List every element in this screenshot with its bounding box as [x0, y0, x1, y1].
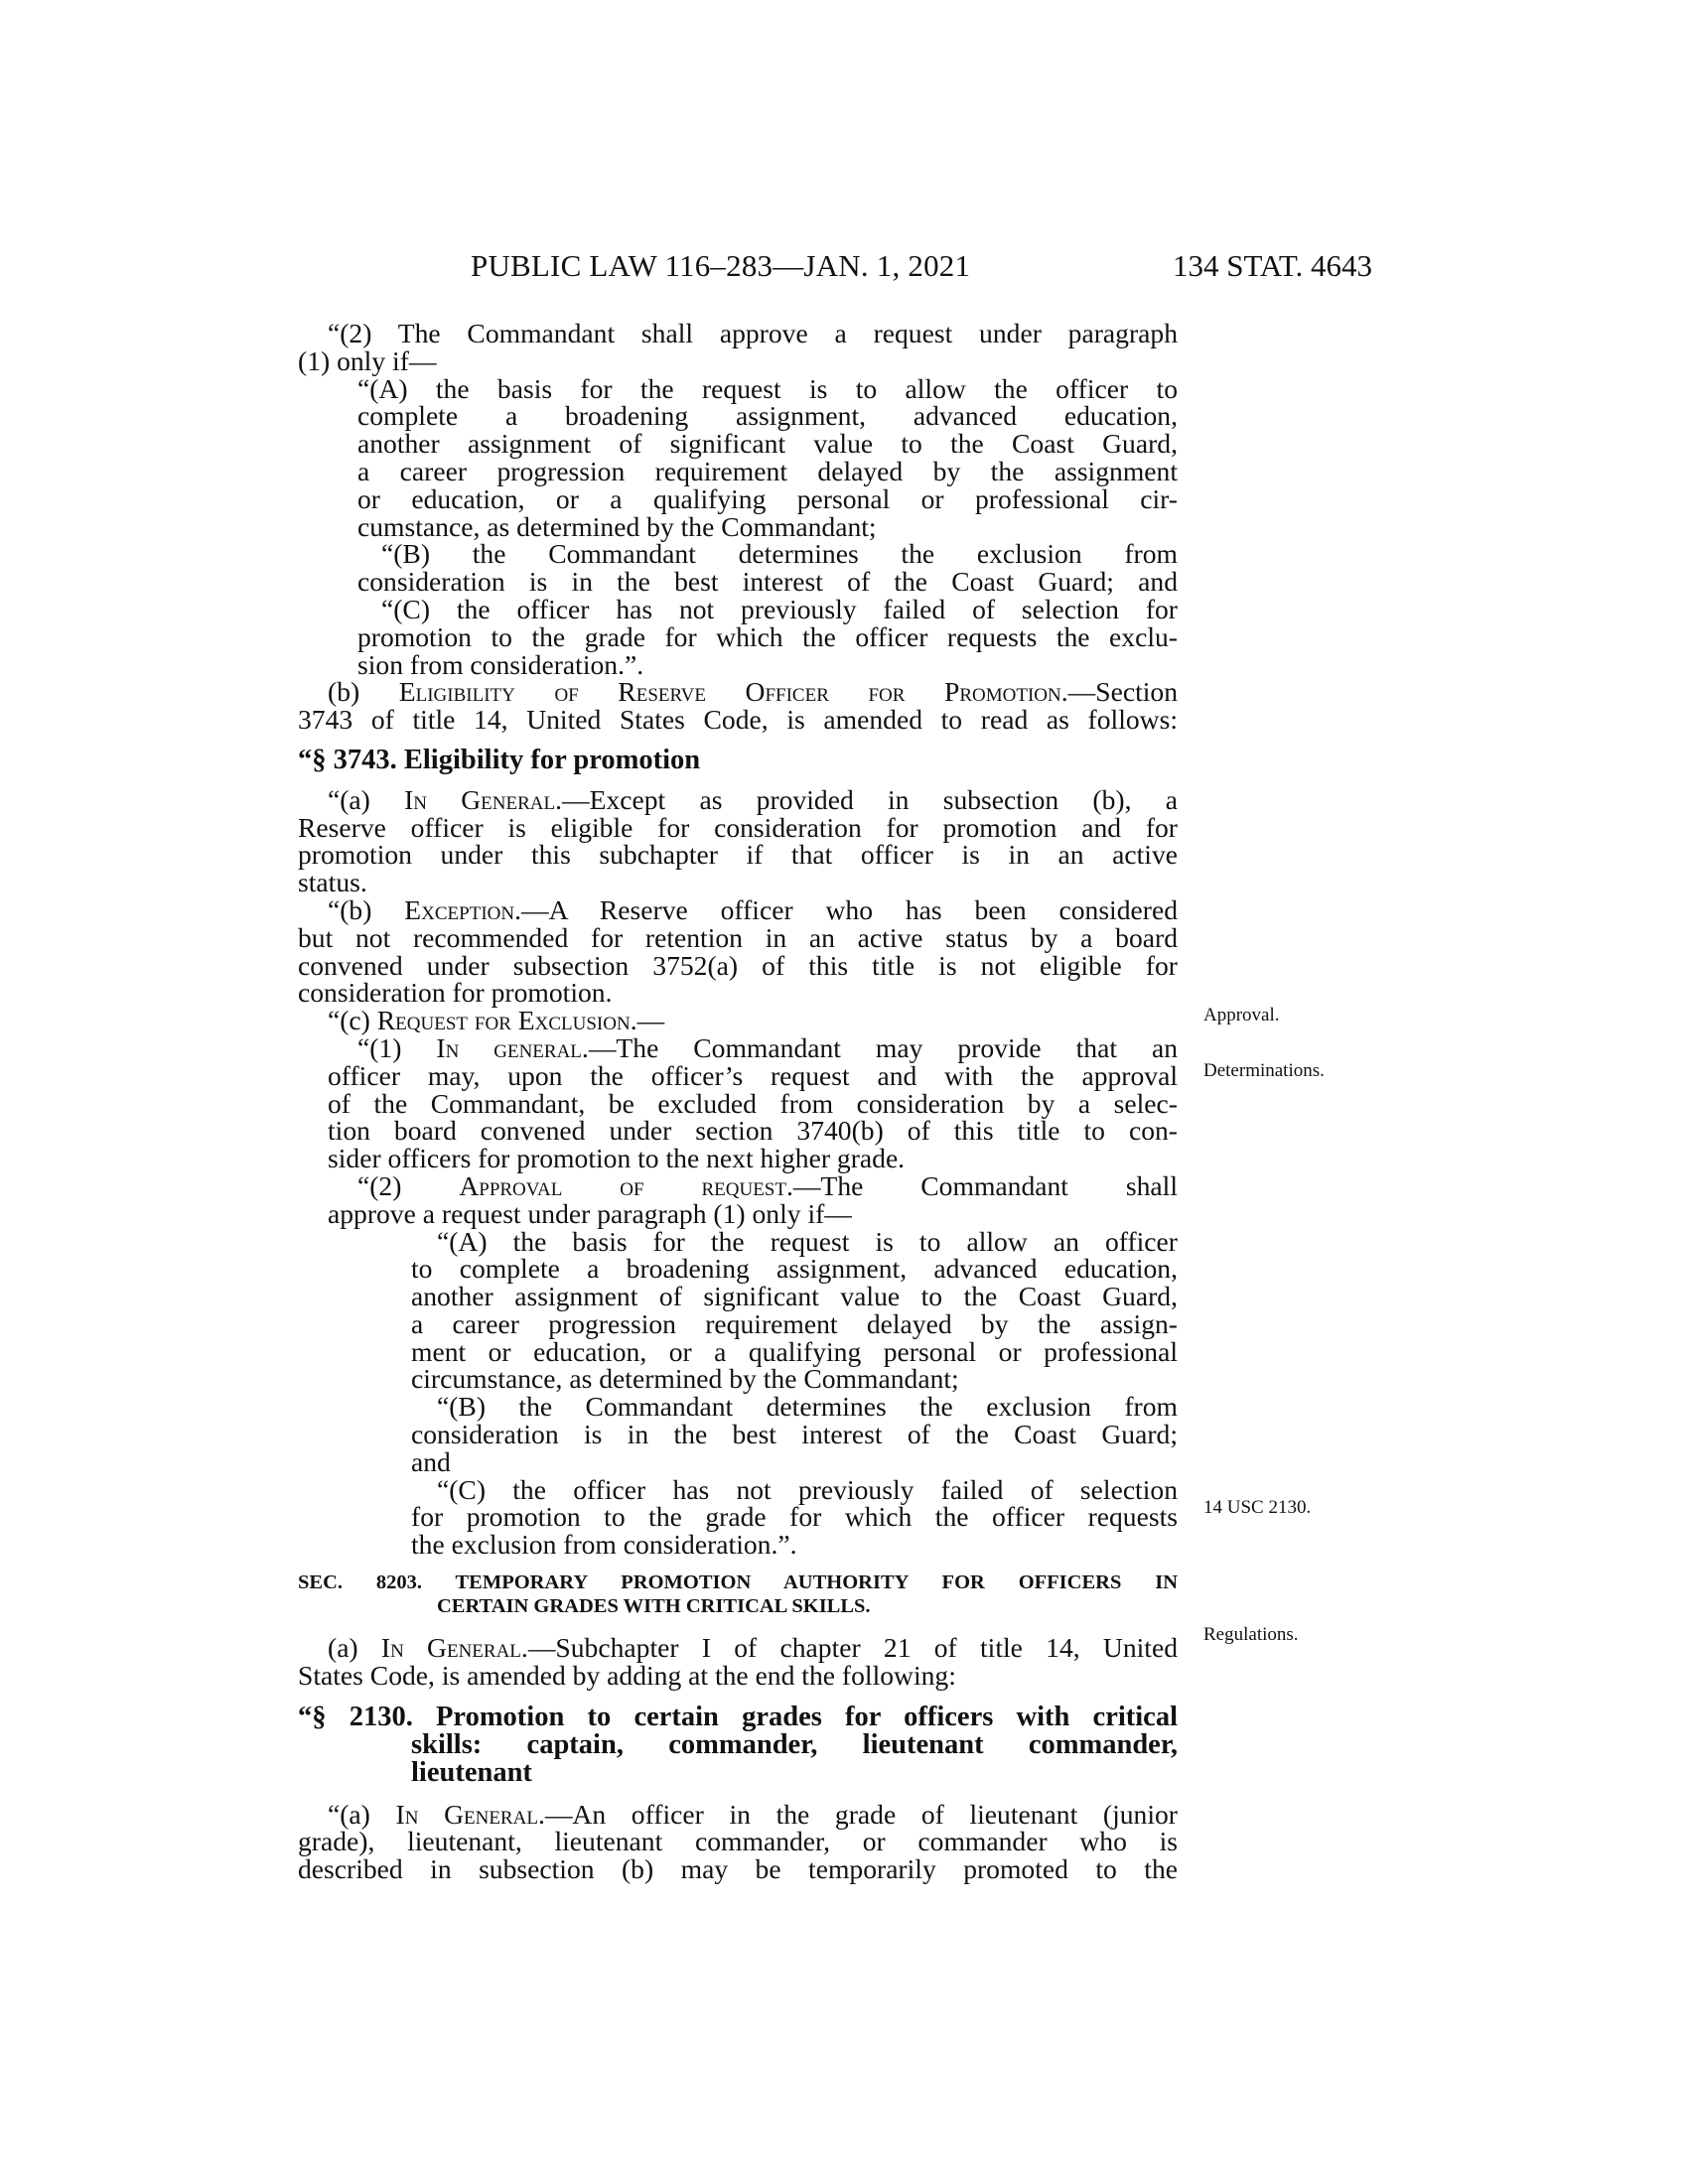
text-line: or education, or a qualifying personal or professional cir-: [357, 482, 1178, 514]
paragraph-heading-line: “(1) In general.—The Commandant may provide that an: [357, 1031, 1178, 1063]
margin-note-determinations: Determinations.: [1203, 1060, 1325, 1081]
subsection-caption: In General: [380, 1632, 521, 1664]
text-line: consideration is in the best interest of the Coast Guard; and: [357, 566, 1178, 598]
section-heading-line: “§ 2130. Promotion to certain grades for officers with critical: [298, 1701, 1178, 1732]
text-line: but not recommended for retention in an active status by a board: [298, 921, 1178, 953]
text-line: described in subsection (b) may be temporarily promoted to the: [298, 1853, 1178, 1885]
section-heading-line: skills: captain, commander, lieutenant commander,: [411, 1728, 1178, 1760]
text-line: “(C) the officer has not previously failed of selection: [437, 1473, 1178, 1505]
text-line: another assignment of significant value to the Coast Guard,: [411, 1281, 1178, 1312]
subsection-heading-line: “(b) Exception.—A Reserve officer who has been considered: [328, 893, 1178, 925]
text-line: a career progression requirement delayed by the assign-: [411, 1307, 1178, 1339]
text-line: approve a request under paragraph (1) only if—: [328, 1197, 852, 1229]
text-line: another assignment of significant value to the Coast Guard,: [357, 428, 1178, 460]
text-line: “(A) the basis for the request is to allow the officer to: [357, 372, 1178, 404]
text-line: consideration for promotion.: [298, 977, 613, 1009]
subsection-caption: In General: [395, 1798, 538, 1830]
section-heading: [298, 1701, 1178, 1788]
section-heading-line: lieutenant: [411, 1756, 532, 1788]
margin-note-approval: Approval.: [1203, 1005, 1280, 1025]
section-heading: “§ 3743. Eligibility for promotion: [298, 744, 701, 775]
document-body: [298, 320, 1178, 1883]
text-line: sider officers for promotion to the next higher grade.: [328, 1143, 906, 1174]
text-line: the exclusion from consideration.”.: [411, 1529, 797, 1561]
subsection-heading-line: (b) Eligibility of Reserve Officer for Promotion.—Section: [328, 676, 1179, 708]
text-line: “(B) the Commandant determines the exclusion from: [381, 538, 1178, 570]
text-line: grade), lieutenant, lieutenant commander, or commander who is: [298, 1826, 1178, 1857]
text-line: (1) only if—: [298, 344, 437, 376]
subsection-heading-line: (a) In General.—Subchapter I of chapter 21 of title 14, United: [328, 1632, 1179, 1664]
margin-note-usc: 14 USC 2130.: [1203, 1497, 1312, 1518]
subsection-heading-line: “(a) In General.—Except as provided in subsection (b), a: [328, 783, 1178, 815]
running-header-law: PUBLIC LAW 116–283—JAN. 1, 2021: [471, 248, 971, 283]
text-line: promotion under this subchapter if that officer is in an active: [298, 839, 1178, 871]
text-line: ment or education, or a qualifying personal or professional: [411, 1335, 1178, 1367]
running-header-stat: 134 STAT. 4643: [1172, 248, 1372, 283]
text-line: officer may, upon the officer’s request and with the approval: [328, 1059, 1178, 1091]
subsection-caption: Exception: [404, 893, 515, 925]
text-line: convened under subsection 3752(a) of this title is not eligible for: [298, 949, 1178, 981]
text-line: complete a broadening assignment, advanced education,: [357, 400, 1178, 432]
text-line: promotion to the grade for which the officer requests the exclu-: [357, 620, 1178, 652]
paragraph-heading-line: “(2) Approval of request.—The Commandant shall: [357, 1169, 1178, 1201]
subsection-heading-line: “(c) Request for Exclusion.—: [328, 1005, 665, 1036]
text-line: for promotion to the grade for which the officer requests: [411, 1501, 1178, 1533]
paragraph-caption: Approval of request: [459, 1169, 786, 1201]
text-line: “(2) The Commandant shall approve a request under paragraph: [328, 318, 1178, 348]
text-line: “(A) the basis for the request is to allow an officer: [437, 1225, 1178, 1257]
text-line: Reserve officer is eligible for consideration for promotion and for: [298, 811, 1178, 843]
text-line: “(C) the officer has not previously failed of selection for: [381, 593, 1178, 624]
text-line: States Code, is amended by adding at the end the following:: [298, 1659, 956, 1691]
section-title-line: CERTAIN GRADES WITH CRITICAL SKILLS.: [437, 1595, 871, 1618]
text-line: consideration is in the best interest of the Coast Guard;: [411, 1419, 1178, 1450]
subsection-caption: Eligibility of Reserve Officer for Promotion: [398, 676, 1061, 708]
text-line: cumstance, as determined by the Commandant;: [357, 510, 877, 542]
text-line: 3743 of title 14, United States Code, is amended to read as follows:: [298, 704, 1178, 736]
paragraph-caption: In general: [436, 1031, 582, 1063]
section-title: [298, 1570, 1178, 1618]
text-line: sion from consideration.”.: [357, 648, 644, 680]
subsection-caption: In General: [404, 783, 556, 815]
text-line: circumstance, as determined by the Commandant;: [411, 1363, 959, 1395]
section-title-line: SEC. 8203. TEMPORARY PROMOTION AUTHORITY FOR OFFICERS IN: [298, 1571, 1178, 1594]
text-line: of the Commandant, be excluded from consideration by a selec-: [328, 1087, 1178, 1119]
text-line: and: [411, 1445, 451, 1477]
text-line: tion board convened under section 3740(b) of this title to con-: [328, 1115, 1178, 1147]
text-line: to complete a broadening assignment, advanced education,: [411, 1253, 1178, 1285]
text-line: a career progression requirement delayed by the assignment: [357, 455, 1178, 486]
subsection-caption: Request for Exclusion: [376, 1005, 631, 1036]
text-line: status.: [298, 867, 367, 898]
text-line: “(B) the Commandant determines the exclusion from: [437, 1391, 1178, 1423]
margin-note-regulations: Regulations.: [1203, 1624, 1299, 1645]
subsection-heading-line: “(a) In General.—An officer in the grade of lieutenant (junior: [328, 1798, 1178, 1830]
